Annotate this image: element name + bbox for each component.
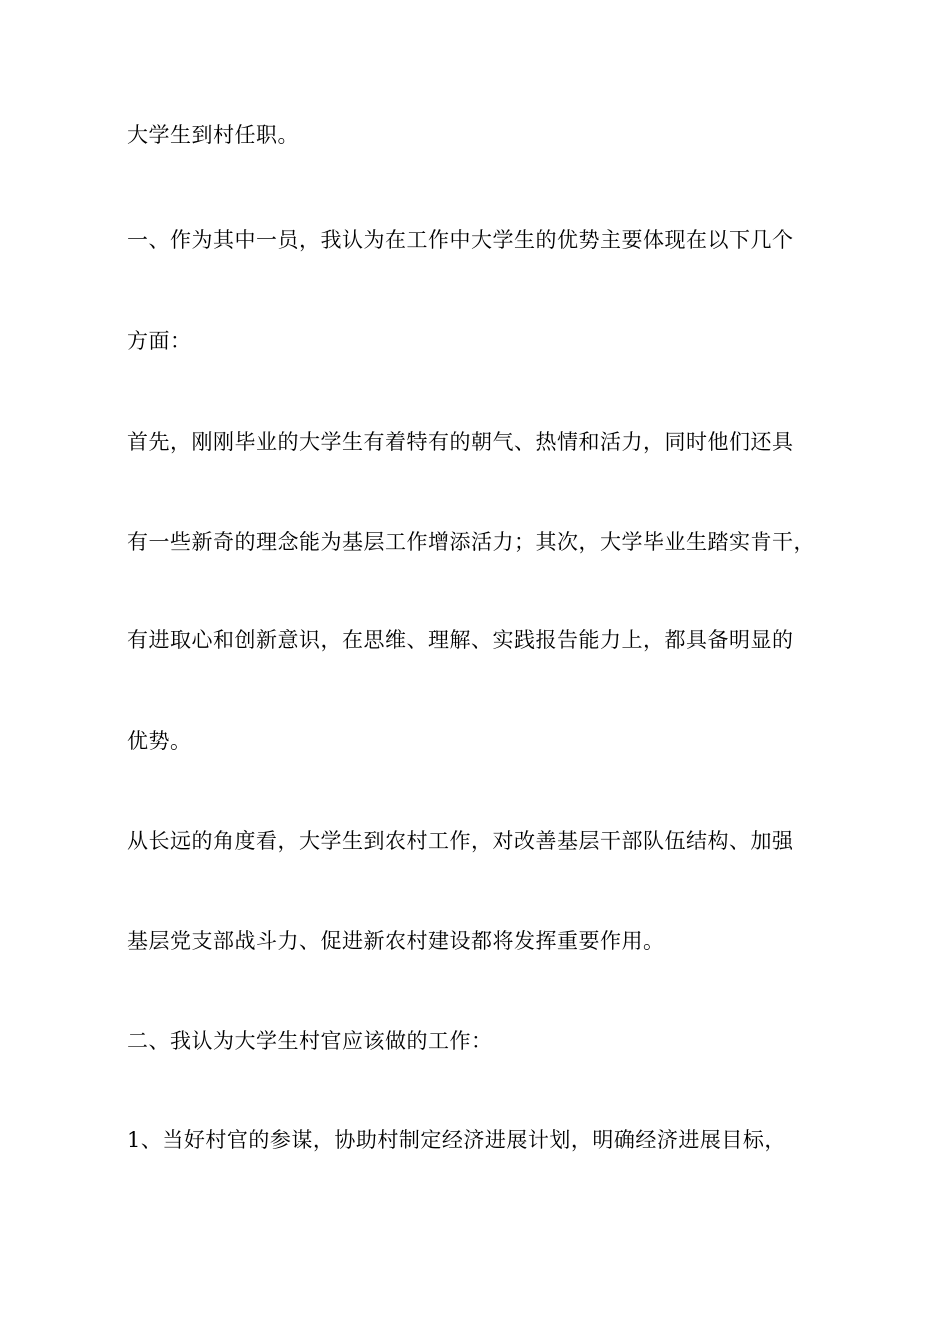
list-item: 1、当好村官的参谋，协助村制定经济进展计划，明确经济进展目标， <box>127 1128 786 1152</box>
paragraph-line: 从长远的角度看，大学生到农村工作，对改善基层干部队伍结构、加强 <box>127 829 794 853</box>
paragraph-line: 大学生到村任职。 <box>127 123 299 147</box>
paragraph-line: 有进取心和创新意识，在思维、理解、实践报告能力上，都具备明显的 <box>127 628 794 652</box>
paragraph-line: 优势。 <box>127 729 192 753</box>
paragraph-line: 有一些新奇的理念能为基层工作增添活力；其次，大学毕业生踏实肯干， <box>127 530 815 554</box>
paragraph-line: 首先，刚刚毕业的大学生有着特有的朝气、热情和活力，同时他们还具 <box>127 430 794 454</box>
paragraph-line: 方面： <box>127 329 192 353</box>
section-heading-two: 二、我认为大学生村官应该做的工作： <box>127 1029 493 1053</box>
section-heading-one: 一、作为其中一员，我认为在工作中大学生的优势主要体现在以下几个 <box>127 228 794 252</box>
paragraph-line: 基层党支部战斗力、促进新农村建设都将发挥重要作用。 <box>127 929 665 953</box>
